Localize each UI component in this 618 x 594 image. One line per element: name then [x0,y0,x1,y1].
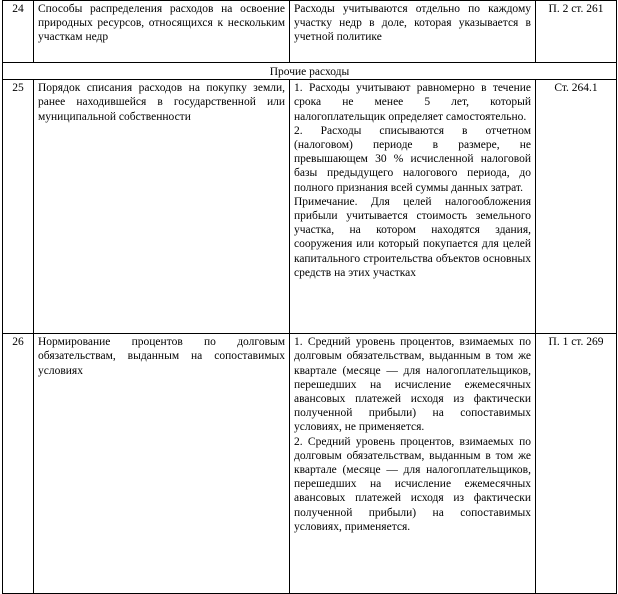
expense-item-name: Порядок списания расходов на покупку земли, ранее находившейся в государственной или муниципальной собственности [34,80,290,334]
method-paragraph: 2. Расходы списываются в отчетном (налоговом) периоде в размере, не превышающем 30 % исчисленной налоговой базы предыдущего налогового периода, до полного признания всей суммы данных затрат. [294,124,531,194]
row-number: 24 [3,1,34,63]
method-paragraph: 1. Расходы учитывают равномерно в течение срока не менее 5 лет, который налогоплательщик определяет самостоятельно. [294,82,531,123]
table-row [3,334,617,594]
table-row [3,1,617,63]
section-title: Прочие расходы [3,63,617,80]
accounting-method-cell [290,80,536,334]
method-note: Примечание. Для целей налогообложения прибыли учитывается стоимость земельного участка, на котором находятся здания, сооружения или который покупается для целей капитального строительства объектов основных средств на этих участках [294,195,531,279]
tax-code-reference: П. 2 ст. 261 [536,1,617,63]
tax-code-reference: П. 1 ст. 269 [536,334,617,594]
section-header-row [3,63,617,80]
tax-accounting-table [2,0,617,594]
expense-item-name: Способы распределения расходов на освоение природных ресурсов, относящихся к нескольким участкам недр [34,1,290,63]
accounting-method-cell [290,1,536,63]
method-paragraph: 2. Средний уровень процентов, взимаемых по долговым обязательствам, выданным в том же квартале (месяце — для налогоплательщиков, перешедших на исчисление ежемесячных авансовых платежей исходя из фактически полученной прибыли) на сопоставимых условиях, применяется. [294,435,531,533]
expense-item-name: Нормирование процентов по долговым обязательствам, выданным на сопоставимых условиях [34,334,290,594]
method-paragraph: 1. Средний уровень процентов, взимаемых по долговым обязательствам, выданным в том же квартале (месяце — для налогоплательщиков, перешедших на исчисление ежемесячных авансовых платежей исходя из фактически полученной прибыли) на сопоставимых условиях, не применяется. [294,336,531,434]
tax-code-reference: Ст. 264.1 [536,80,617,334]
row-number: 25 [3,80,34,334]
method-paragraph: Расходы учитываются отдельно по каждому участку недр в доле, которая указывается в учетной политике [294,3,531,44]
document-page [2,0,617,594]
row-number: 26 [3,334,34,594]
table-row [3,80,617,334]
accounting-method-cell [290,334,536,594]
